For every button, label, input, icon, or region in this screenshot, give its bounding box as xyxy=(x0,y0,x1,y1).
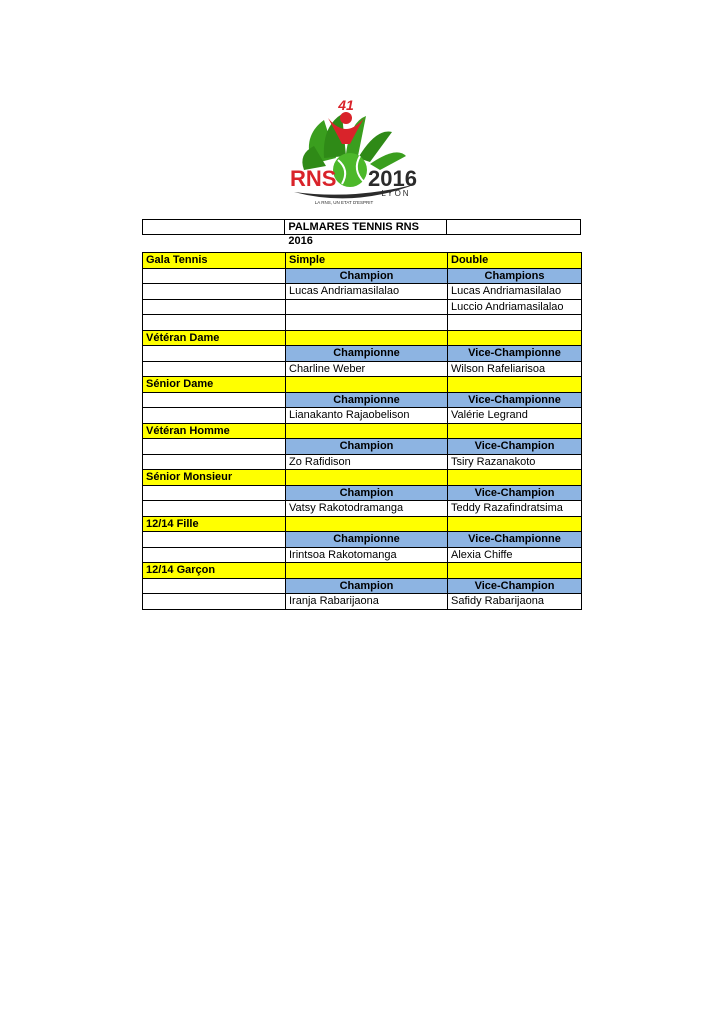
result-row xyxy=(143,547,582,563)
role-header-row xyxy=(143,268,582,284)
result-row xyxy=(143,315,582,331)
category-row xyxy=(143,563,582,579)
result-row xyxy=(143,594,582,610)
category-column-label xyxy=(448,377,582,393)
player-name: Luccio Andriamasilalao xyxy=(448,299,582,315)
player-name: Vatsy Rakotodramanga xyxy=(286,501,448,517)
category-label: Sénior Dame xyxy=(143,377,286,393)
category-column-label xyxy=(448,423,582,439)
category-row xyxy=(143,516,582,532)
table-cell xyxy=(143,501,286,517)
title-row xyxy=(142,219,581,247)
category-column-label: Simple xyxy=(286,253,448,269)
player-name: Lucas Andriamasilalao xyxy=(286,284,448,300)
player-name: Wilson Rafeliarisoa xyxy=(448,361,582,377)
role-header-row xyxy=(143,532,582,548)
table-cell xyxy=(143,408,286,424)
category-row xyxy=(143,330,582,346)
category-label: Vétéran Dame xyxy=(143,330,286,346)
table-cell xyxy=(143,299,286,315)
role-header-row xyxy=(143,346,582,362)
player-name xyxy=(286,315,448,331)
role-header: Champions xyxy=(448,268,582,284)
role-header: Champion xyxy=(286,485,448,501)
table-cell xyxy=(143,361,286,377)
player-name: Lucas Andriamasilalao xyxy=(448,284,582,300)
role-header-row xyxy=(143,578,582,594)
category-row xyxy=(143,253,582,269)
category-row xyxy=(143,377,582,393)
table-cell xyxy=(143,454,286,470)
player-name: Lianakanto Rajaobelison xyxy=(286,408,448,424)
table-cell xyxy=(143,594,286,610)
result-row xyxy=(143,408,582,424)
role-header-row xyxy=(143,485,582,501)
player-name: Valérie Legrand xyxy=(448,408,582,424)
table-cell xyxy=(143,485,286,501)
category-column-label xyxy=(286,423,448,439)
table-cell xyxy=(143,392,286,408)
category-label: 12/14 Garçon xyxy=(143,563,286,579)
category-column-label: Double xyxy=(448,253,582,269)
role-header: Vice-Championne xyxy=(448,346,582,362)
logo-city: LYON xyxy=(381,189,411,198)
category-column-label xyxy=(286,563,448,579)
player-name xyxy=(448,315,582,331)
result-row xyxy=(143,501,582,517)
role-header: Championne xyxy=(286,532,448,548)
table-cell xyxy=(143,578,286,594)
result-row xyxy=(143,284,582,300)
table-cell xyxy=(143,284,286,300)
palmares-body xyxy=(143,253,582,610)
role-header: Vice-Champion xyxy=(448,578,582,594)
logo-graphic xyxy=(284,96,424,208)
table-cell xyxy=(143,547,286,563)
player-name: Tsiry Razanakoto xyxy=(448,454,582,470)
category-column-label xyxy=(286,470,448,486)
rns-2016-logo xyxy=(284,96,424,208)
category-column-label xyxy=(448,563,582,579)
result-row xyxy=(143,299,582,315)
result-row xyxy=(143,454,582,470)
table-cell xyxy=(143,346,286,362)
player-name: Teddy Razafindratsima xyxy=(448,501,582,517)
palmares-table xyxy=(142,252,582,610)
role-header: Vice-Championne xyxy=(448,532,582,548)
category-label: 12/14 Fille xyxy=(143,516,286,532)
category-column-label xyxy=(286,516,448,532)
player-name: Irintsoa Rakotomanga xyxy=(286,547,448,563)
role-header: Vice-Championne xyxy=(448,392,582,408)
player-name: Charline Weber xyxy=(286,361,448,377)
title-cell-empty xyxy=(143,220,285,234)
result-row xyxy=(143,361,582,377)
table-cell xyxy=(143,315,286,331)
logo-tagline: LA RNS, UN ETAT D'ESPRIT xyxy=(314,200,374,205)
page-title: PALMARES TENNIS RNS 2016 xyxy=(285,220,446,234)
category-label: Sénior Monsieur xyxy=(143,470,286,486)
role-header-row xyxy=(143,392,582,408)
player-name: Safidy Rabarijaona xyxy=(448,594,582,610)
logo-year: 2016 xyxy=(368,166,417,191)
category-row xyxy=(143,470,582,486)
category-column-label xyxy=(448,330,582,346)
category-column-label xyxy=(448,470,582,486)
logo-number: 41 xyxy=(338,97,354,113)
category-column-label xyxy=(286,377,448,393)
table-cell xyxy=(143,439,286,455)
table-cell xyxy=(143,268,286,284)
category-label: Gala Tennis xyxy=(143,253,286,269)
role-header: Champion xyxy=(286,578,448,594)
role-header: Championne xyxy=(286,346,448,362)
role-header: Championne xyxy=(286,392,448,408)
title-cell-empty xyxy=(447,220,580,234)
logo-brand: RNS xyxy=(290,166,337,191)
role-header: Champion xyxy=(286,439,448,455)
player-name xyxy=(286,299,448,315)
category-label: Vétéran Homme xyxy=(143,423,286,439)
role-header: Vice-Champion xyxy=(448,485,582,501)
table-cell xyxy=(143,532,286,548)
role-header-row xyxy=(143,439,582,455)
category-column-label xyxy=(286,330,448,346)
category-row xyxy=(143,423,582,439)
role-header: Champion xyxy=(286,268,448,284)
role-header: Vice-Champion xyxy=(448,439,582,455)
player-name: Iranja Rabarijaona xyxy=(286,594,448,610)
player-name: Zo Rafidison xyxy=(286,454,448,470)
category-column-label xyxy=(448,516,582,532)
player-name: Alexia Chiffe xyxy=(448,547,582,563)
